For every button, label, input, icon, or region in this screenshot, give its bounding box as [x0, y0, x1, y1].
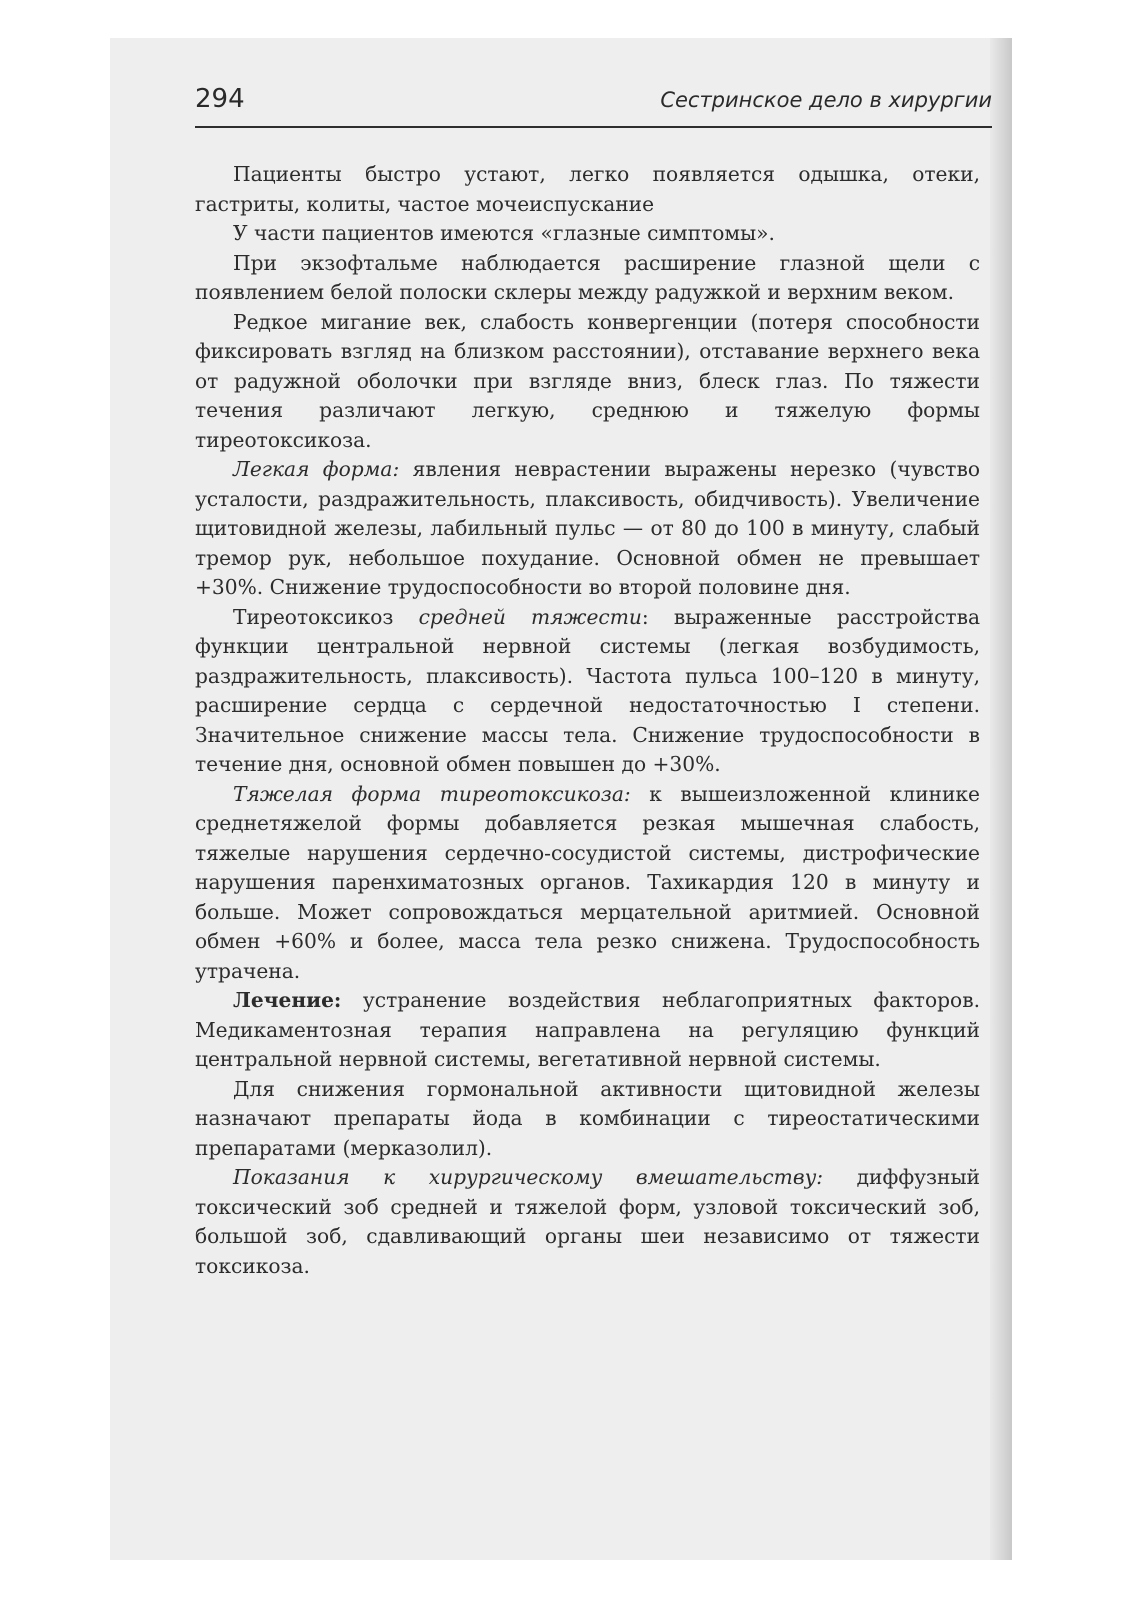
term-moderate: средней тяжести [418, 604, 642, 629]
term-surgery-indications: Показания к хирургическому вмешательству: [233, 1165, 824, 1189]
paragraph-text: явления неврастении выражены нерезко (чувство усталости, раздражительность, плаксивость, обидчивость). Увеличение щитовидной железы, лабильный пульс — от 80 до 100 в минуту, слабый тремор рук, небольшое похудание. Основной обмен не превышает +30%. Снижение трудоспособности во второй половине дня. [195, 457, 980, 599]
page-number: 294 [195, 84, 245, 114]
paragraph-text: к вышеизложенной клинике среднетяжелой формы добавляется резкая мышечная слабость, тяжелые нарушения сердечно-сосудистой системы, дистрофические нарушения паренхиматозных органов. Тахикардия 120 в минуту и больше. Может сопровождаться мерцательной аритмией. Основной обмен +60% и более, масса тела резко снижена. Трудоспособность утрачена. [195, 781, 980, 983]
paragraph-text: диффузный токсический зоб средней и тяжелой форм, узловой токсический зоб, большой зоб, сдавливающий органы шеи независимо от тяжести токсикоза. [195, 1165, 980, 1278]
paragraph-text: Для снижения гормональной активности щитовидной железы назначают препараты йода в комбинации с тиреостатическими препаратами (мерказолил). [195, 1076, 980, 1160]
paragraph-surgery-indications [195, 1163, 980, 1281]
term-treatment: Лечение: [233, 988, 342, 1012]
paragraph-text: устранение воздействия неблагоприятных факторов. Медикаментозная терапия направлена на регуляцию функций центральной нервной системы, вегетативной нервной системы. [195, 988, 980, 1071]
paragraph-treatment [195, 986, 980, 1075]
page-spine-shadow [990, 38, 1012, 1560]
running-title: Сестринское дело в хирургии [660, 88, 992, 112]
paragraph-text: При экзофтальме наблюдается расширение глазной щели с появлением белой полоски склеры между радужкой и верхним веком. [195, 250, 980, 304]
paragraph-text: Пациенты быстро устают, легко появляется одышка, отеки, гастриты, колиты, частое мочеиспускание [195, 162, 980, 216]
paragraph-text: : выраженные расстройства функции центральной нервной системы (легкая возбудимость, раздражительность, плаксивость). Частота пульса 100–120 в минуту, расширение сердца с сердечной недостаточностью I степени. Значительное снижение массы тела. Снижение трудоспособности в течение дня, основной обмен повышен до +30%. [195, 604, 980, 776]
paragraph-text: Редкое мигание век, слабость конвергенции (потеря способности фиксировать взгляд на близком расстоянии), отставание верхнего века от радужной оболочки при взгляде вниз, блеск глаз. По тяжести течения различают легкую, среднюю и тяжелую формы тиреотоксикоза. [195, 309, 980, 452]
paragraph [195, 219, 980, 249]
body-text [195, 160, 980, 1281]
term-mild-form: Легкая форма: [233, 457, 400, 481]
paragraph-text: У части пациентов имеются «глазные симптомы». [233, 221, 775, 245]
paragraph [195, 249, 980, 308]
paragraph [195, 308, 980, 456]
paragraph [195, 1075, 980, 1164]
paragraph [195, 160, 980, 219]
paragraph-lead: Тиреотоксикоз [233, 604, 419, 629]
paragraph-severe-form [195, 780, 980, 987]
page-header [195, 84, 992, 128]
paragraph-mild-form [195, 455, 980, 603]
paragraph-moderate-form [195, 603, 980, 780]
term-severe-form: Тяжелая форма тиреотоксикоза: [233, 781, 631, 806]
